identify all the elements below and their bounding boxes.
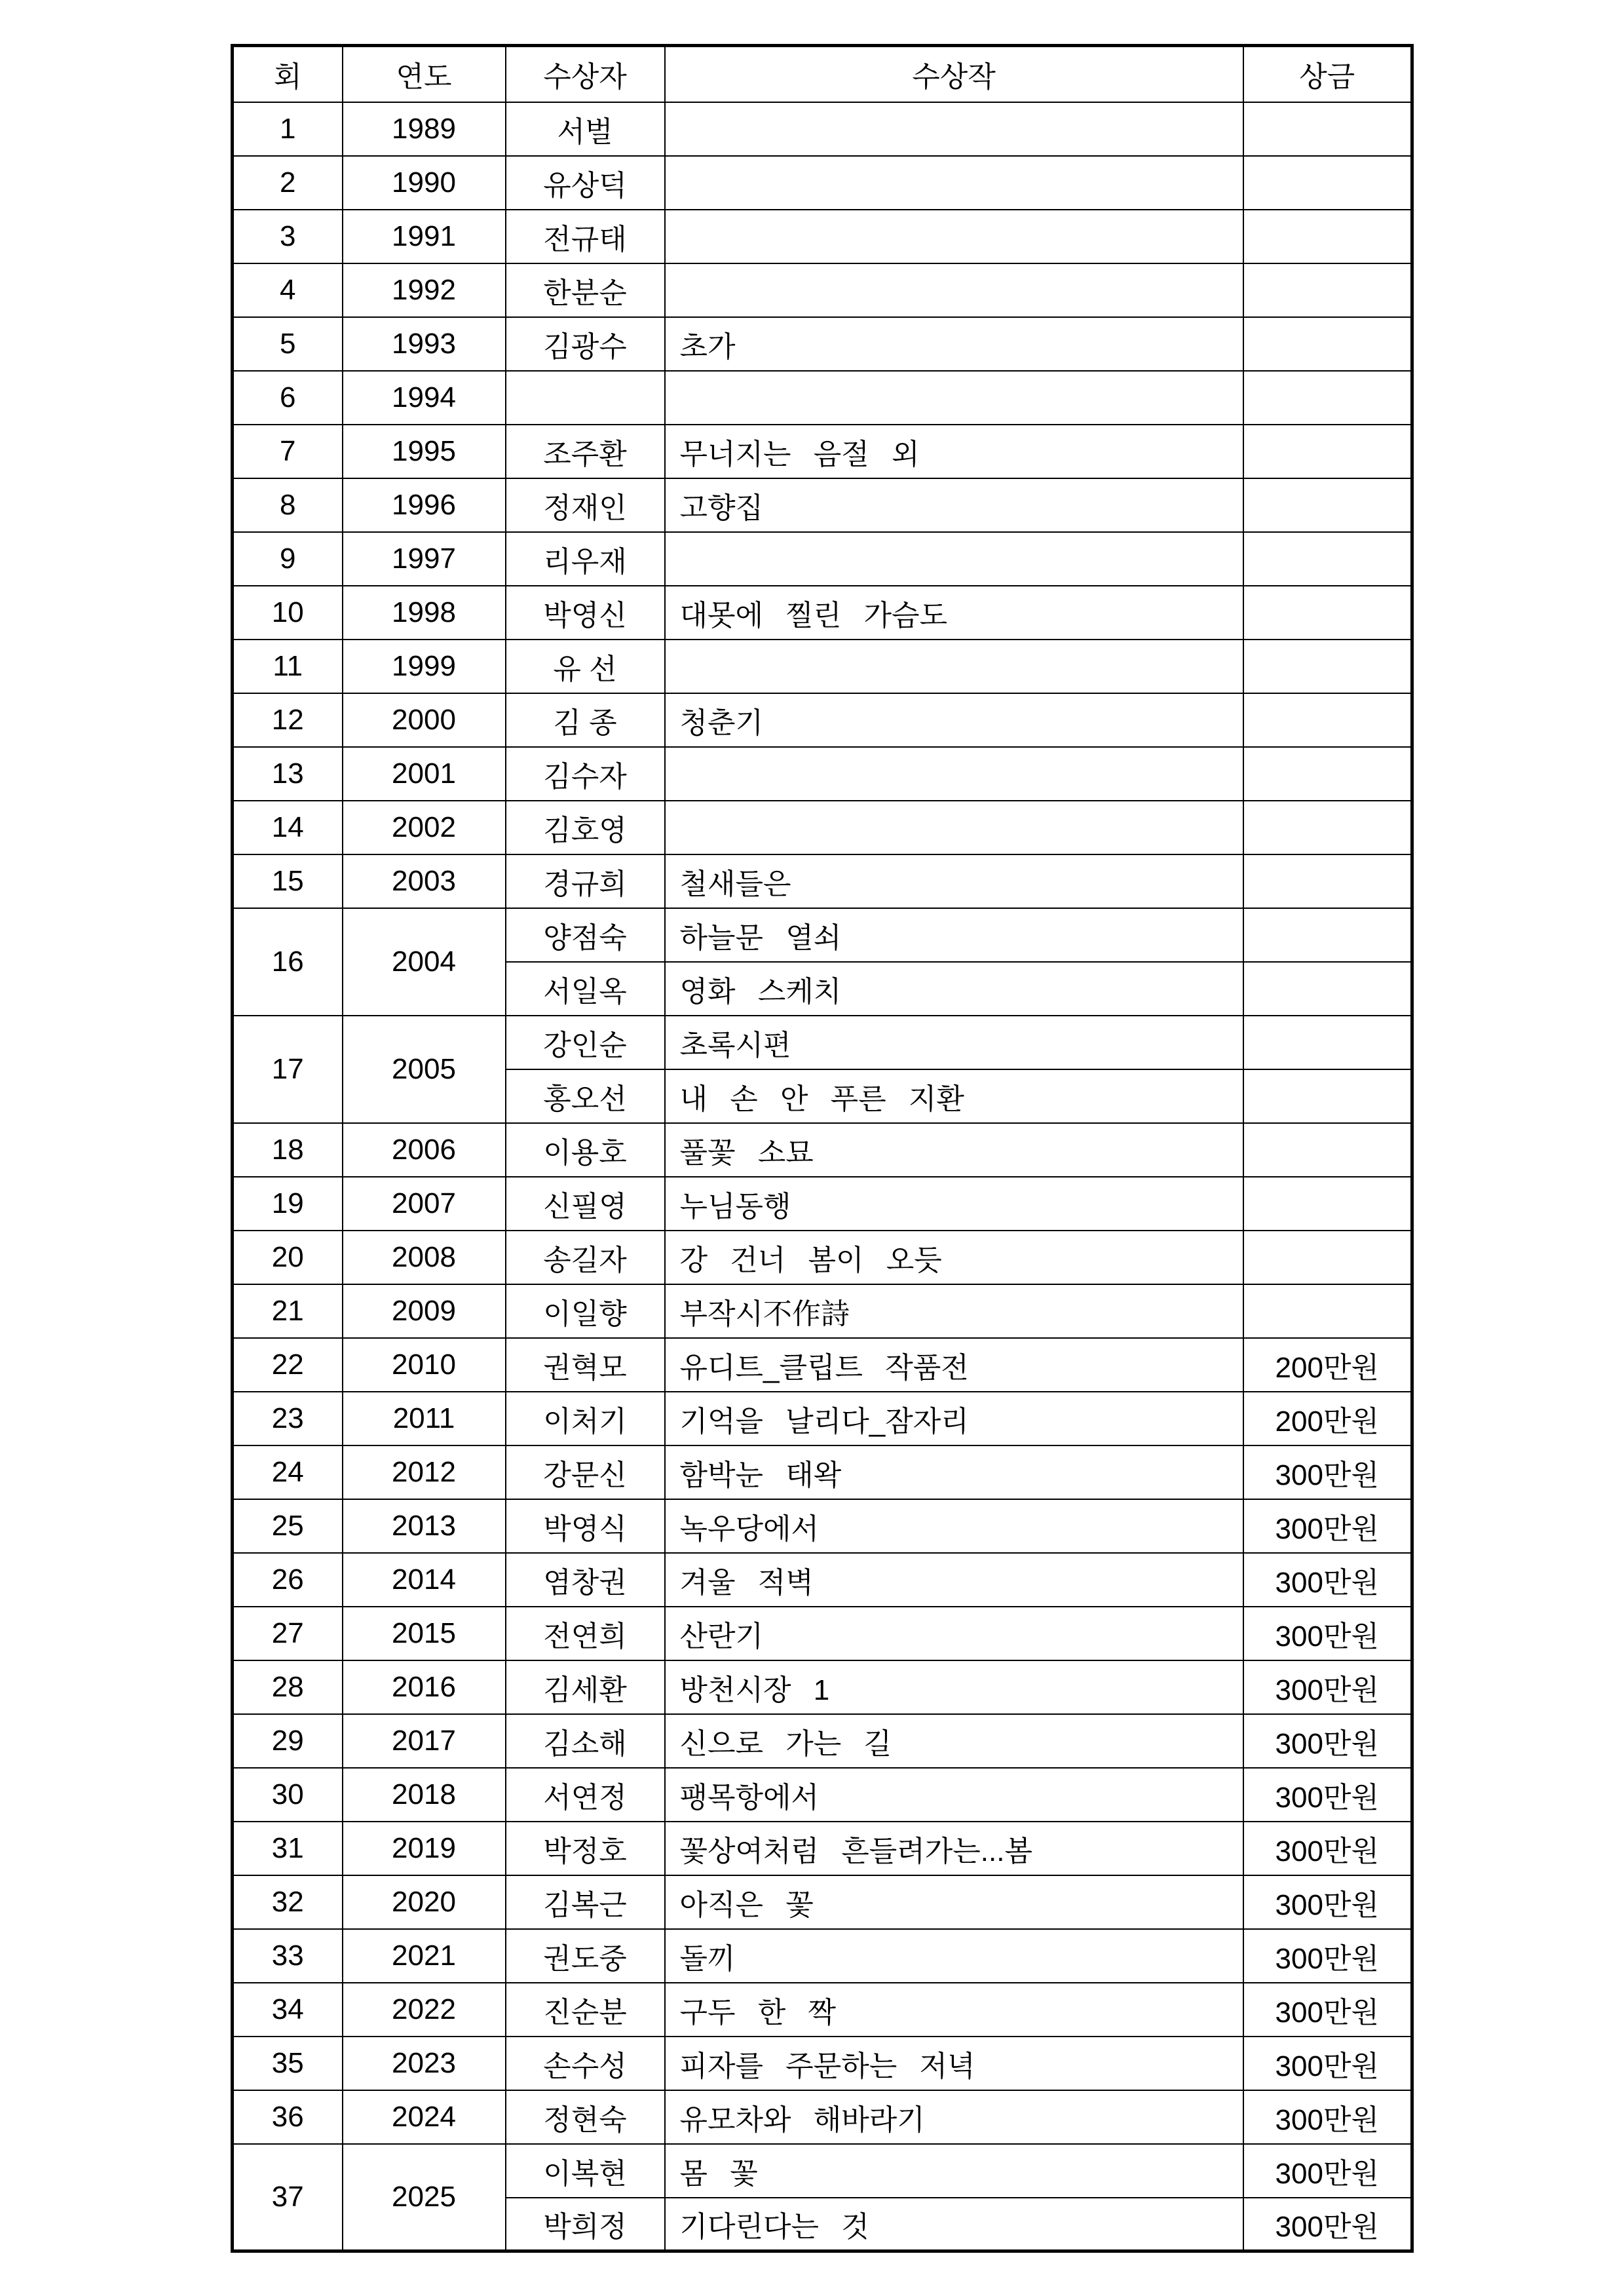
- cell-work: 기다린다는 것: [665, 2198, 1243, 2251]
- cell-year: 2024: [343, 2090, 506, 2144]
- cell-winner: 유상덕: [506, 156, 665, 210]
- cell-work: 겨울 적벽: [665, 1553, 1243, 1607]
- table-row: [233, 425, 1412, 478]
- table-row: [233, 1338, 1412, 1392]
- cell-prize: [1243, 1123, 1412, 1177]
- cell-round: 18: [233, 1123, 343, 1177]
- cell-year: 2006: [343, 1123, 506, 1177]
- cell-year: 1994: [343, 371, 506, 425]
- cell-work: [665, 102, 1243, 156]
- cell-year: 2021: [343, 1929, 506, 1983]
- cell-winner: 서일옥: [506, 962, 665, 1016]
- cell-work: [665, 640, 1243, 693]
- cell-winner: 김 종: [506, 693, 665, 747]
- cell-round: 28: [233, 1660, 343, 1714]
- cell-prize: [1243, 1177, 1412, 1231]
- table-row: [233, 156, 1412, 210]
- cell-round: 33: [233, 1929, 343, 1983]
- cell-winner: 박영신: [506, 586, 665, 640]
- cell-prize: [1243, 640, 1412, 693]
- cell-year: 2022: [343, 1983, 506, 2037]
- cell-year: 1993: [343, 317, 506, 371]
- cell-winner: 손수성: [506, 2037, 665, 2090]
- cell-round: 20: [233, 1231, 343, 1284]
- cell-year: 2002: [343, 801, 506, 854]
- cell-year: 1996: [343, 478, 506, 532]
- table-row: [233, 586, 1412, 640]
- cell-winner: 강인순: [506, 1016, 665, 1069]
- cell-prize: 200만원: [1243, 1338, 1412, 1392]
- cell-round: 29: [233, 1714, 343, 1768]
- table-row: [233, 532, 1412, 586]
- cell-work: 유모차와 해바라기: [665, 2090, 1243, 2144]
- cell-work: 산란기: [665, 1607, 1243, 1660]
- cell-year: 2012: [343, 1445, 506, 1499]
- cell-year: 2014: [343, 1553, 506, 1607]
- cell-prize: [1243, 747, 1412, 801]
- cell-prize: 300만원: [1243, 1660, 1412, 1714]
- cell-prize: 300만원: [1243, 1929, 1412, 1983]
- cell-round: 12: [233, 693, 343, 747]
- header-prize: 상금: [1243, 46, 1412, 102]
- cell-work: [665, 156, 1243, 210]
- cell-prize: [1243, 1069, 1412, 1123]
- cell-winner: 경규희: [506, 854, 665, 908]
- cell-year: 2015: [343, 1607, 506, 1660]
- cell-prize: 200만원: [1243, 1392, 1412, 1445]
- cell-work: 기억을 날리다_잠자리: [665, 1392, 1243, 1445]
- table-row: [233, 1983, 1412, 2037]
- table-row: [233, 210, 1412, 263]
- cell-round: 19: [233, 1177, 343, 1231]
- cell-prize: 300만원: [1243, 2090, 1412, 2144]
- cell-prize: [1243, 801, 1412, 854]
- cell-winner: 김호영: [506, 801, 665, 854]
- cell-work: [665, 532, 1243, 586]
- table-row: [233, 1392, 1412, 1445]
- cell-work: 피자를 주문하는 저녁: [665, 2037, 1243, 2090]
- cell-year: 2005: [343, 1016, 506, 1123]
- cell-year: 1995: [343, 425, 506, 478]
- cell-year: 2009: [343, 1284, 506, 1338]
- cell-round: 22: [233, 1338, 343, 1392]
- cell-round: 31: [233, 1822, 343, 1875]
- table-row: [233, 1660, 1412, 1714]
- cell-prize: 300만원: [1243, 1714, 1412, 1768]
- cell-prize: [1243, 962, 1412, 1016]
- cell-winner: 권도중: [506, 1929, 665, 1983]
- cell-prize: [1243, 532, 1412, 586]
- cell-work: 방천시장 1: [665, 1660, 1243, 1714]
- cell-prize: [1243, 210, 1412, 263]
- cell-year: 1999: [343, 640, 506, 693]
- cell-year: 2019: [343, 1822, 506, 1875]
- cell-prize: [1243, 263, 1412, 317]
- table-row: [233, 1875, 1412, 1929]
- cell-winner: 조주환: [506, 425, 665, 478]
- cell-year: 2004: [343, 908, 506, 1016]
- awards-table: [231, 44, 1414, 2253]
- cell-prize: 300만원: [1243, 1768, 1412, 1822]
- cell-work: [665, 747, 1243, 801]
- header-work: 수상작: [665, 46, 1243, 102]
- cell-year: 2008: [343, 1231, 506, 1284]
- cell-winner: 서벌: [506, 102, 665, 156]
- cell-round: 37: [233, 2144, 343, 2251]
- table-row: [233, 1768, 1412, 1822]
- cell-work: 돌끼: [665, 1929, 1243, 1983]
- cell-prize: [1243, 586, 1412, 640]
- cell-prize: 300만원: [1243, 1875, 1412, 1929]
- cell-prize: 300만원: [1243, 2144, 1412, 2198]
- cell-work: 초가: [665, 317, 1243, 371]
- table-row: [233, 854, 1412, 908]
- cell-round: 34: [233, 1983, 343, 2037]
- table-row: [233, 2090, 1412, 2144]
- cell-winner: 송길자: [506, 1231, 665, 1284]
- table-row: [233, 317, 1412, 371]
- cell-winner: 김소해: [506, 1714, 665, 1768]
- cell-prize: 300만원: [1243, 1445, 1412, 1499]
- cell-work: [665, 263, 1243, 317]
- cell-prize: [1243, 1231, 1412, 1284]
- table-row: [233, 1231, 1412, 1284]
- cell-prize: [1243, 908, 1412, 962]
- cell-winner: 양점숙: [506, 908, 665, 962]
- cell-prize: [1243, 478, 1412, 532]
- cell-round: 21: [233, 1284, 343, 1338]
- cell-round: 23: [233, 1392, 343, 1445]
- cell-work: [665, 801, 1243, 854]
- table-row: [233, 747, 1412, 801]
- cell-winner: 진순분: [506, 1983, 665, 2037]
- cell-work: 유디트_클립트 작품전: [665, 1338, 1243, 1392]
- cell-work: 녹우당에서: [665, 1499, 1243, 1553]
- cell-round: 14: [233, 801, 343, 854]
- cell-work: 내 손 안 푸른 지환: [665, 1069, 1243, 1123]
- cell-year: 1989: [343, 102, 506, 156]
- cell-year: 2011: [343, 1392, 506, 1445]
- cell-year: 1997: [343, 532, 506, 586]
- table-row: [233, 640, 1412, 693]
- header-winner: 수상자: [506, 46, 665, 102]
- table-row: [233, 1929, 1412, 1983]
- cell-round: 3: [233, 210, 343, 263]
- cell-year: 1991: [343, 210, 506, 263]
- cell-winner: 서연정: [506, 1768, 665, 1822]
- cell-round: 13: [233, 747, 343, 801]
- table-row: [233, 263, 1412, 317]
- cell-prize: [1243, 317, 1412, 371]
- cell-work: 영화 스케치: [665, 962, 1243, 1016]
- header-row: [233, 46, 1412, 102]
- awards-table-body: [233, 102, 1412, 2251]
- table-row: [233, 478, 1412, 532]
- cell-round: 35: [233, 2037, 343, 2090]
- cell-work: 꽃상여처럼 흔들려가는...봄: [665, 1822, 1243, 1875]
- cell-prize: [1243, 693, 1412, 747]
- cell-work: 초록시편: [665, 1016, 1243, 1069]
- cell-year: 2001: [343, 747, 506, 801]
- cell-year: 1998: [343, 586, 506, 640]
- cell-winner: 김수자: [506, 747, 665, 801]
- cell-winner: 리우재: [506, 532, 665, 586]
- cell-winner: 박영식: [506, 1499, 665, 1553]
- cell-winner: 박희정: [506, 2198, 665, 2251]
- cell-year: 2025: [343, 2144, 506, 2251]
- cell-winner: 이용호: [506, 1123, 665, 1177]
- table-row: [233, 1822, 1412, 1875]
- table-row: [233, 1284, 1412, 1338]
- cell-winner: 이복현: [506, 2144, 665, 2198]
- cell-prize: 300만원: [1243, 1983, 1412, 2037]
- table-row: [233, 908, 1412, 962]
- cell-winner: 정재인: [506, 478, 665, 532]
- cell-work: 철새들은: [665, 854, 1243, 908]
- cell-work: [665, 210, 1243, 263]
- cell-round: 9: [233, 532, 343, 586]
- cell-work: 강 건너 봄이 오듯: [665, 1231, 1243, 1284]
- cell-winner: 김광수: [506, 317, 665, 371]
- cell-winner: 박정호: [506, 1822, 665, 1875]
- cell-winner: 전연희: [506, 1607, 665, 1660]
- cell-prize: 300만원: [1243, 1607, 1412, 1660]
- cell-round: 25: [233, 1499, 343, 1553]
- cell-prize: [1243, 1284, 1412, 1338]
- cell-work: 하늘문 열쇠: [665, 908, 1243, 962]
- cell-prize: [1243, 1016, 1412, 1069]
- cell-round: 30: [233, 1768, 343, 1822]
- cell-prize: [1243, 425, 1412, 478]
- cell-year: 1990: [343, 156, 506, 210]
- cell-prize: [1243, 156, 1412, 210]
- cell-winner: 정현숙: [506, 2090, 665, 2144]
- cell-round: 16: [233, 908, 343, 1016]
- table-row: [233, 1714, 1412, 1768]
- table-row: [233, 1016, 1412, 1069]
- cell-work: 누님동행: [665, 1177, 1243, 1231]
- cell-round: 4: [233, 263, 343, 317]
- cell-work: 대못에 찔린 가슴도: [665, 586, 1243, 640]
- cell-prize: [1243, 854, 1412, 908]
- cell-round: 1: [233, 102, 343, 156]
- cell-prize: [1243, 371, 1412, 425]
- cell-round: 5: [233, 317, 343, 371]
- cell-winner: 김세환: [506, 1660, 665, 1714]
- cell-round: 11: [233, 640, 343, 693]
- table-row: [233, 801, 1412, 854]
- table-row: [233, 102, 1412, 156]
- cell-round: 10: [233, 586, 343, 640]
- cell-winner: 이일향: [506, 1284, 665, 1338]
- cell-round: 27: [233, 1607, 343, 1660]
- table-row: [233, 2037, 1412, 2090]
- cell-round: 36: [233, 2090, 343, 2144]
- cell-work: 무너지는 음절 외: [665, 425, 1243, 478]
- table-row: [233, 1499, 1412, 1553]
- cell-round: 32: [233, 1875, 343, 1929]
- cell-prize: 300만원: [1243, 2037, 1412, 2090]
- cell-year: 1992: [343, 263, 506, 317]
- header-year: 연도: [343, 46, 506, 102]
- cell-year: 2010: [343, 1338, 506, 1392]
- cell-winner: 전규태: [506, 210, 665, 263]
- cell-prize: 300만원: [1243, 1499, 1412, 1553]
- cell-round: 26: [233, 1553, 343, 1607]
- cell-year: 2023: [343, 2037, 506, 2090]
- cell-year: 2016: [343, 1660, 506, 1714]
- cell-year: 2017: [343, 1714, 506, 1768]
- cell-winner: 김복근: [506, 1875, 665, 1929]
- cell-work: 함박눈 태왁: [665, 1445, 1243, 1499]
- cell-winner: 이처기: [506, 1392, 665, 1445]
- cell-work: 청춘기: [665, 693, 1243, 747]
- cell-winner: 강문신: [506, 1445, 665, 1499]
- cell-winner: [506, 371, 665, 425]
- table-row: [233, 1177, 1412, 1231]
- cell-year: 2000: [343, 693, 506, 747]
- cell-work: 팽목항에서: [665, 1768, 1243, 1822]
- table-row: [233, 1123, 1412, 1177]
- cell-prize: 300만원: [1243, 1822, 1412, 1875]
- cell-round: 15: [233, 854, 343, 908]
- cell-prize: [1243, 102, 1412, 156]
- cell-prize: 300만원: [1243, 1553, 1412, 1607]
- cell-round: 8: [233, 478, 343, 532]
- cell-work: [665, 371, 1243, 425]
- cell-round: 2: [233, 156, 343, 210]
- cell-round: 24: [233, 1445, 343, 1499]
- cell-winner: 한분순: [506, 263, 665, 317]
- cell-round: 17: [233, 1016, 343, 1123]
- cell-round: 6: [233, 371, 343, 425]
- cell-work: 부작시不作詩: [665, 1284, 1243, 1338]
- cell-work: 고향집: [665, 478, 1243, 532]
- cell-work: 몸 꽃: [665, 2144, 1243, 2198]
- cell-winner: 권혁모: [506, 1338, 665, 1392]
- cell-work: 신으로 가는 길: [665, 1714, 1243, 1768]
- table-row: [233, 2144, 1412, 2198]
- cell-year: 2007: [343, 1177, 506, 1231]
- table-row: [233, 693, 1412, 747]
- cell-year: 2013: [343, 1499, 506, 1553]
- cell-work: 풀꽃 소묘: [665, 1123, 1243, 1177]
- awards-table-header: [233, 46, 1412, 102]
- cell-winner: 염창권: [506, 1553, 665, 1607]
- cell-year: 2003: [343, 854, 506, 908]
- table-row: [233, 371, 1412, 425]
- cell-winner: 신필영: [506, 1177, 665, 1231]
- cell-year: 2018: [343, 1768, 506, 1822]
- cell-work: 아직은 꽃: [665, 1875, 1243, 1929]
- cell-winner: 유 선: [506, 640, 665, 693]
- table-row: [233, 1607, 1412, 1660]
- cell-winner: 홍오선: [506, 1069, 665, 1123]
- header-round: 회: [233, 46, 343, 102]
- cell-round: 7: [233, 425, 343, 478]
- cell-year: 2020: [343, 1875, 506, 1929]
- cell-prize: 300만원: [1243, 2198, 1412, 2251]
- table-row: [233, 1553, 1412, 1607]
- table-row: [233, 1445, 1412, 1499]
- cell-work: 구두 한 짝: [665, 1983, 1243, 2037]
